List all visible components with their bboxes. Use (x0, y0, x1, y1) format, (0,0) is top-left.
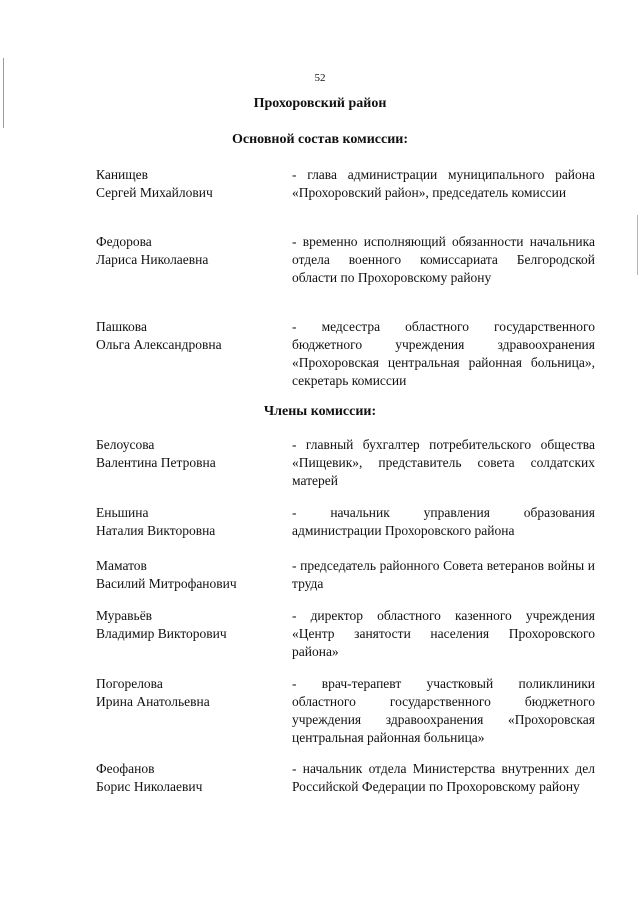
member-given-names: Владимир Викторович (96, 626, 227, 641)
member-role: - глава администрации муниципального района «Прохоровский район», председатель комиссии (292, 167, 595, 200)
member-given-names: Ольга Александровна (96, 337, 222, 352)
member-surname: Погорелова (96, 676, 163, 691)
member-given-names: Лариса Николаевна (96, 252, 209, 267)
member-surname: Муравьёв (96, 608, 153, 623)
member-name (96, 760, 276, 796)
member-given-names: Ирина Анатольевна (96, 694, 210, 709)
member-role: - медсестра областного государственного бюджетного учреждения здравоохранения «Прохоровская центральная районная больница», секретарь комиссии (292, 319, 595, 388)
member-name (96, 607, 276, 643)
member-surname: Феофанов (96, 761, 155, 776)
member-role: - главный бухгалтер потребительского общества «Пищевик», представитель совета солдатских матерей (292, 437, 595, 488)
member-surname: Канищев (96, 167, 149, 182)
member-role: - начальник отдела Министерства внутренних дел Российской Федерации по Прохоровскому району (292, 761, 595, 794)
main-composition-heading: Основной состав комиссии: (232, 132, 408, 147)
member-role: - председатель районного Совета ветеранов войны и труда (292, 558, 595, 591)
member-given-names: Наталия Викторовна (96, 523, 216, 538)
member-surname: Пашкова (96, 319, 147, 334)
district-title: Прохоровский район (253, 96, 387, 111)
member-given-names: Василий Митрофанович (96, 576, 237, 591)
member-given-names: Валентина Петровна (96, 455, 216, 470)
member-surname: Белоусова (96, 437, 155, 452)
member-name (96, 504, 276, 540)
page-number: 52 (314, 72, 326, 84)
member-name (96, 166, 276, 202)
scan-edge-mark (637, 215, 638, 275)
member-role: - врач-терапевт участковый поликлиники областного государственного бюджетного учреждения здравоохранения «Прохоровская центральная районная больница» (292, 676, 595, 745)
member-role: - директор областного казенного учреждения «Центр занятости населения Прохоровского района» (292, 608, 595, 659)
member-role: - временно исполняющий обязанности начальника отдела военного комиссариата Белгородской области по Прохоровскому району (292, 234, 595, 285)
member-surname: Маматов (96, 558, 147, 573)
scan-edge-mark (3, 58, 4, 128)
member-name (96, 436, 276, 472)
member-given-names: Борис Николаевич (96, 779, 203, 794)
member-name (96, 675, 276, 711)
members-heading: Члены комиссии: (263, 404, 377, 419)
member-name (96, 557, 276, 593)
member-role: - начальник управления образования администрации Прохоровского района (292, 505, 595, 538)
member-surname: Федорова (96, 234, 152, 249)
member-given-names: Сергей Михайлович (96, 185, 213, 200)
member-surname: Еньшина (96, 505, 149, 520)
member-name (96, 318, 276, 354)
member-name (96, 233, 276, 269)
